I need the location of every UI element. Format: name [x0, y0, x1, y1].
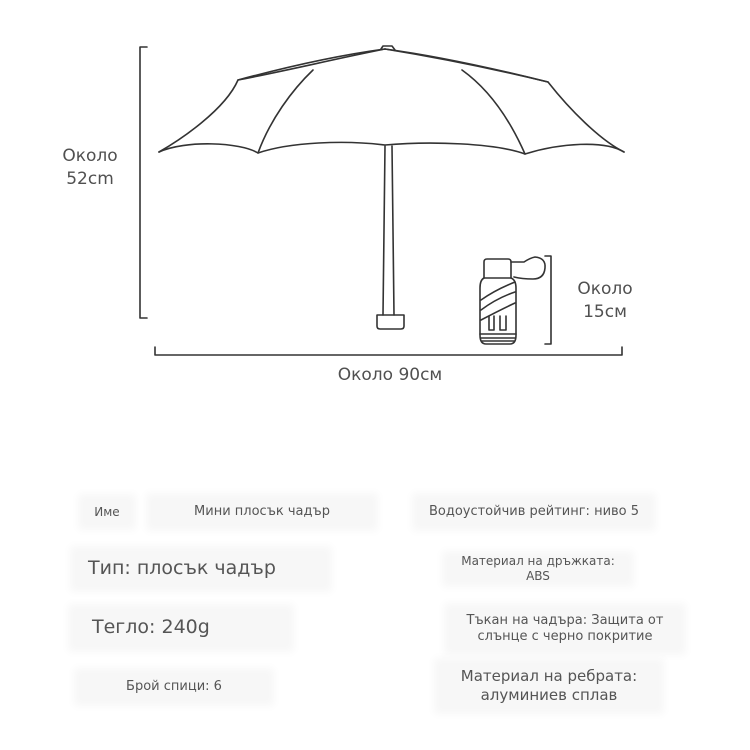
height-dimension-line — [140, 47, 147, 318]
width-label: Около 90см — [337, 365, 443, 385]
spec-name-key: Име — [84, 500, 130, 524]
spec-ribs-material: Материал на ребрата: алуминиев сплав — [440, 664, 658, 708]
spec-type: Тип: плосък чадър — [76, 552, 326, 586]
width-dimension-line — [155, 347, 622, 355]
spec-spokes: Брой спици: 6 — [80, 674, 268, 700]
height-label: Около 52cm — [62, 146, 118, 189]
folded-umbrella-icon — [480, 257, 545, 344]
spec-fabric: Тъкан на чадъра: Защита от слънце с черно покритие — [450, 609, 680, 649]
folded-dimension-line — [545, 256, 551, 344]
spec-waterproof: Водоустойчив рейтинг: ниво 5 — [418, 499, 650, 525]
spec-weight: Тегло: 240g — [74, 610, 288, 646]
folded-height-label: Около 15см — [577, 279, 633, 322]
spec-name-value: Мини плосък чадър — [152, 499, 372, 525]
spec-handle-material: Материал на дръжката: ABS — [448, 557, 628, 581]
